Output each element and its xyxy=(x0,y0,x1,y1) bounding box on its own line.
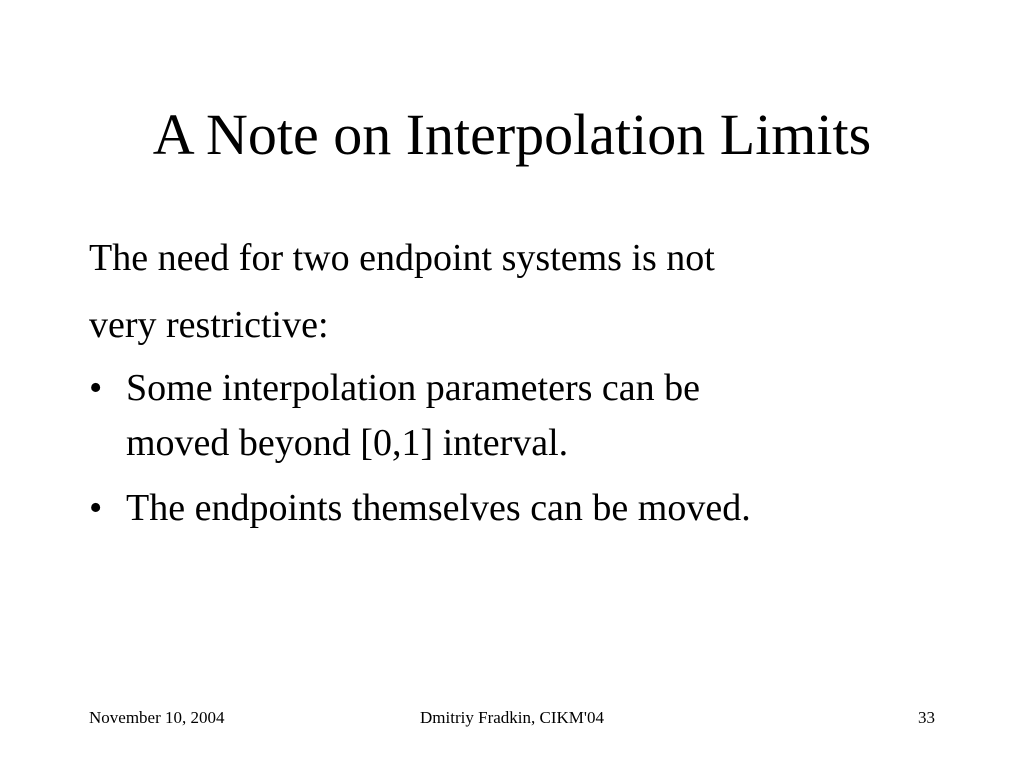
bullet-icon: • xyxy=(89,367,103,409)
bullet-line-1: The endpoints themselves can be moved. xyxy=(126,487,751,529)
bullet-icon: • xyxy=(89,487,103,529)
intro-text-line-1: The need for two endpoint systems is not xyxy=(89,237,715,279)
page-number: 33 xyxy=(918,708,935,727)
bullet-text xyxy=(126,481,926,536)
footer-author: Dmitriy Fradkin, CIKM'04 xyxy=(420,708,604,727)
footer-date: November 10, 2004 xyxy=(89,708,225,727)
bullet-line-2: moved beyond [0,1] interval. xyxy=(126,422,569,464)
bullet-text xyxy=(126,361,926,471)
slide-title: A Note on Interpolation Limits xyxy=(152,102,872,167)
bullet-line-1: Some interpolation parameters can be xyxy=(126,367,701,409)
intro-text-line-2: very restrictive: xyxy=(89,304,329,346)
